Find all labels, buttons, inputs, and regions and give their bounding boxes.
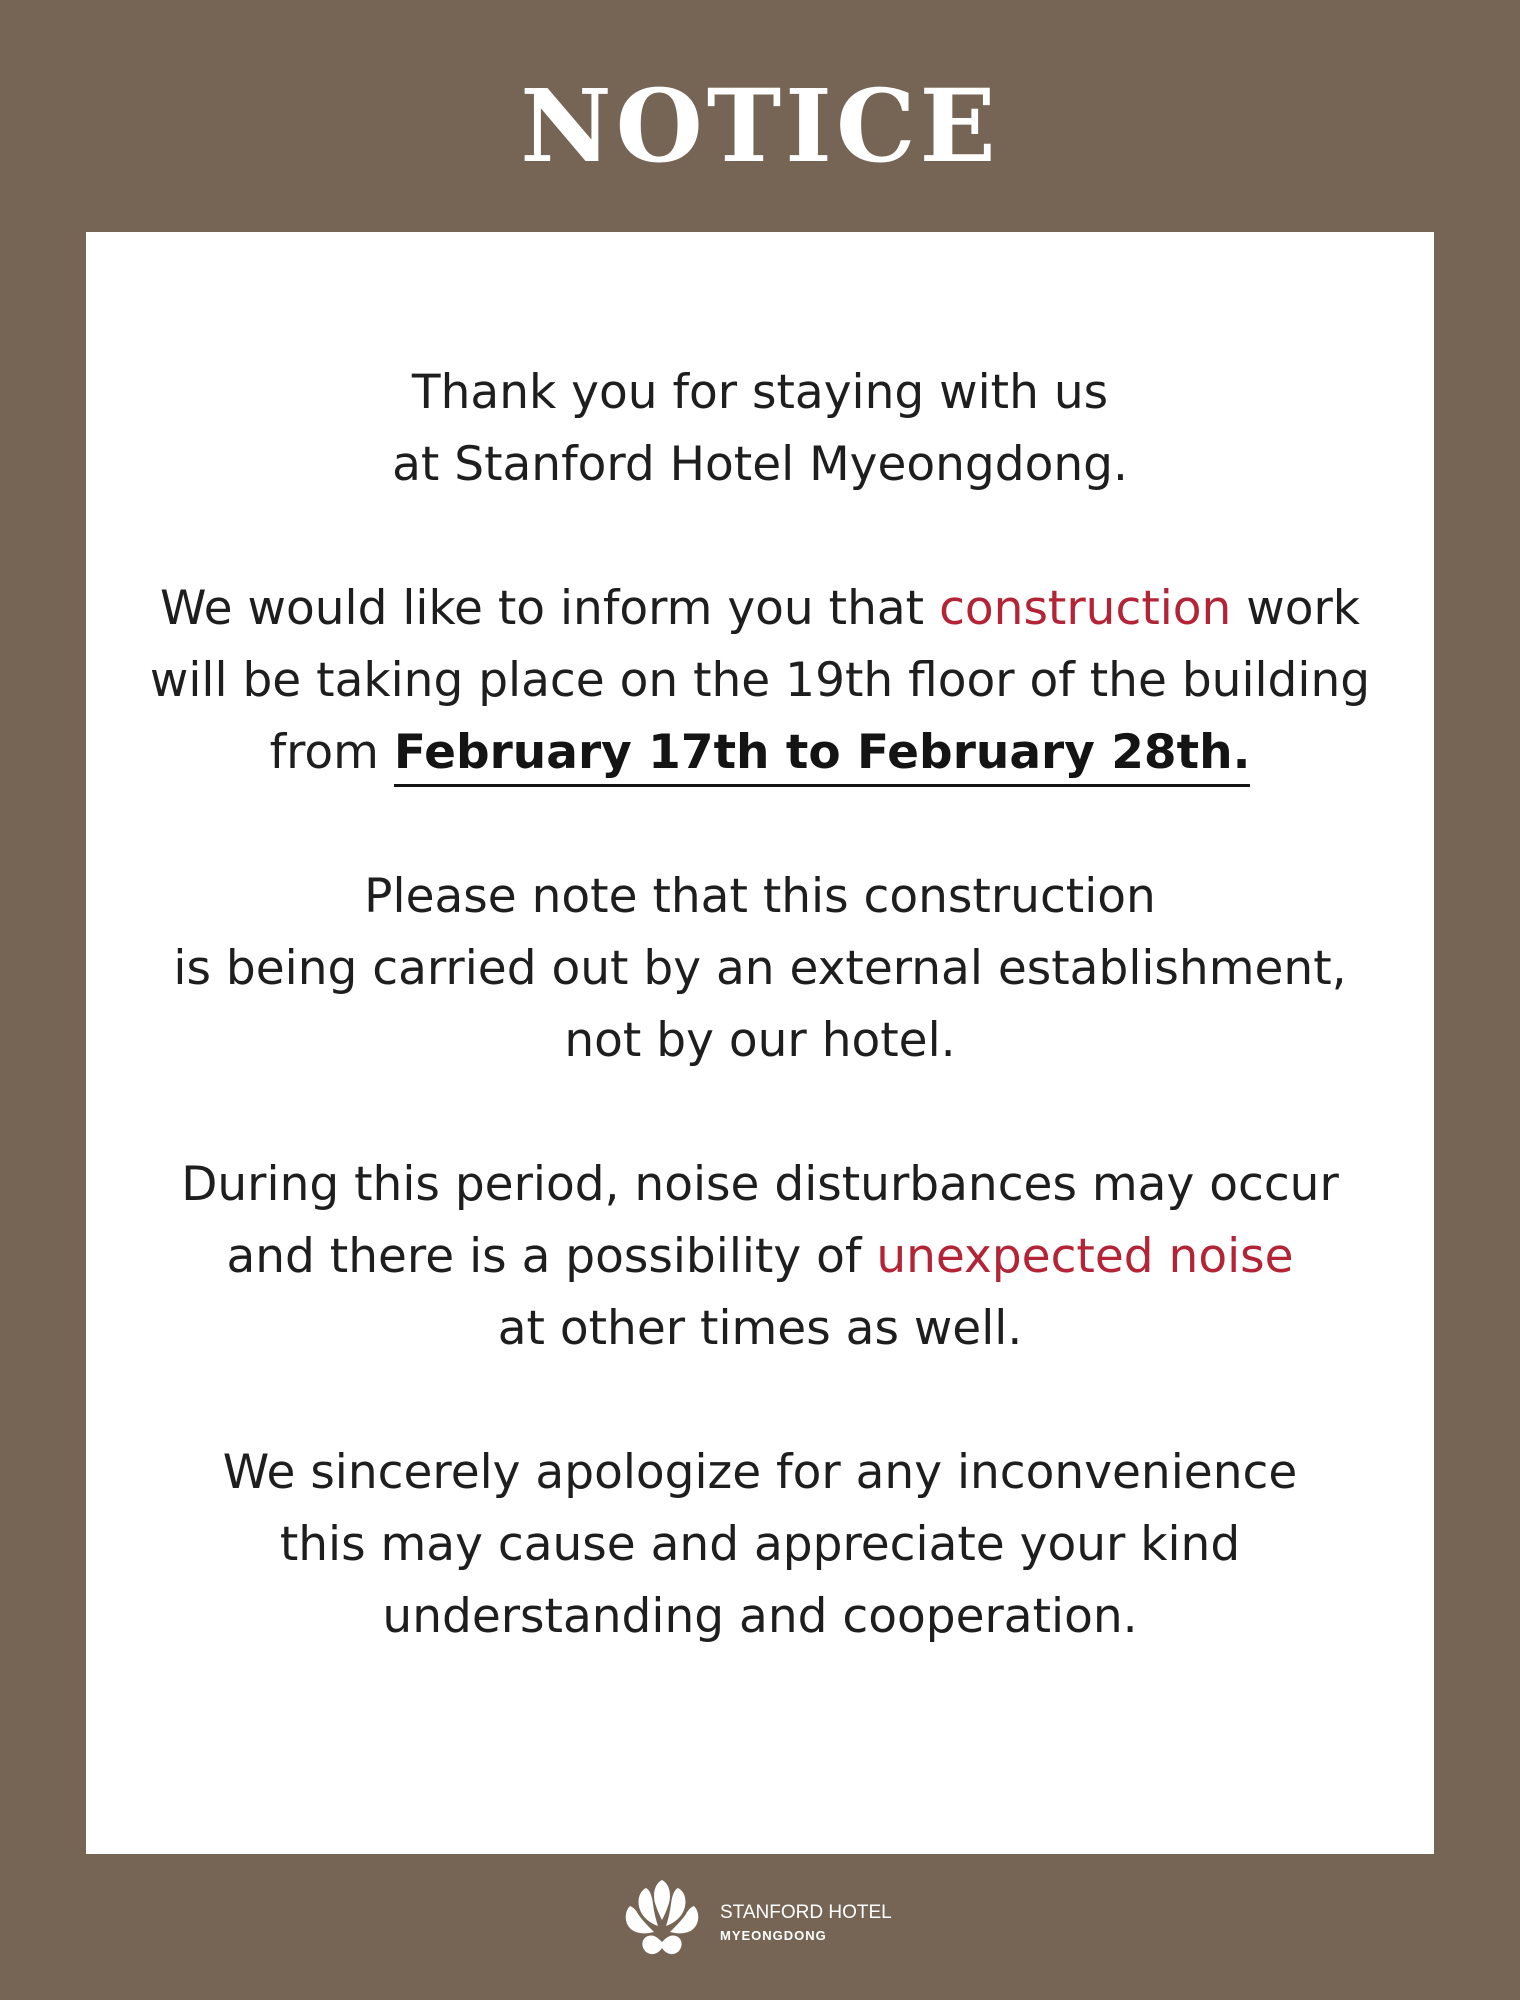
noise-paragraph: [86, 1149, 1434, 1365]
noise-line-1: During this period, noise disturbances may occur: [181, 1157, 1339, 1212]
construction-line-1-start: We would like to inform you that: [159, 581, 940, 636]
notice-panel: [86, 232, 1434, 1854]
hotel-logo: [620, 1876, 920, 1956]
stanford-flower-icon: [620, 1876, 704, 1956]
external-paragraph: [86, 861, 1434, 1077]
welcome-line-1: Thank you for staying with us: [411, 365, 1109, 420]
construction-highlight: construction: [939, 581, 1232, 636]
apology-line-1: We sincerely apologize for any inconvenience: [222, 1445, 1298, 1500]
apology-paragraph: [86, 1437, 1434, 1653]
noise-line-3: at other times as well.: [497, 1301, 1023, 1356]
construction-line-2: will be taking place on the 19th floor of the building: [149, 653, 1371, 708]
notice-body: [86, 357, 1434, 1653]
logo-location: MYEONGDONG: [720, 1928, 827, 1943]
apology-line-3: understanding and cooperation.: [382, 1589, 1138, 1644]
welcome-paragraph: [86, 357, 1434, 501]
welcome-line-2: at Stanford Hotel Myeongdong.: [392, 437, 1128, 492]
noise-line-2: [86, 1221, 1434, 1293]
construction-line-3: [86, 717, 1434, 789]
external-line-1: Please note that this construction: [364, 869, 1156, 924]
construction-line-3-start: from: [269, 725, 394, 780]
construction-paragraph: [86, 573, 1434, 789]
logo-hotel-name: STANFORD HOTEL: [720, 1902, 892, 1923]
noise-highlight: unexpected noise: [876, 1229, 1294, 1284]
external-line-2: is being carried out by an external establishment,: [173, 941, 1347, 996]
external-line-3: not by our hotel.: [564, 1013, 956, 1068]
apology-line-2: this may cause and appreciate your kind: [279, 1517, 1241, 1572]
date-range: February 17th to February 28th.: [394, 724, 1251, 787]
notice-title: NOTICE: [520, 67, 1000, 185]
noise-line-2-start: and there is a possibility of: [226, 1229, 877, 1284]
construction-line-1-end: work: [1231, 581, 1361, 636]
construction-line-1: [86, 573, 1434, 645]
